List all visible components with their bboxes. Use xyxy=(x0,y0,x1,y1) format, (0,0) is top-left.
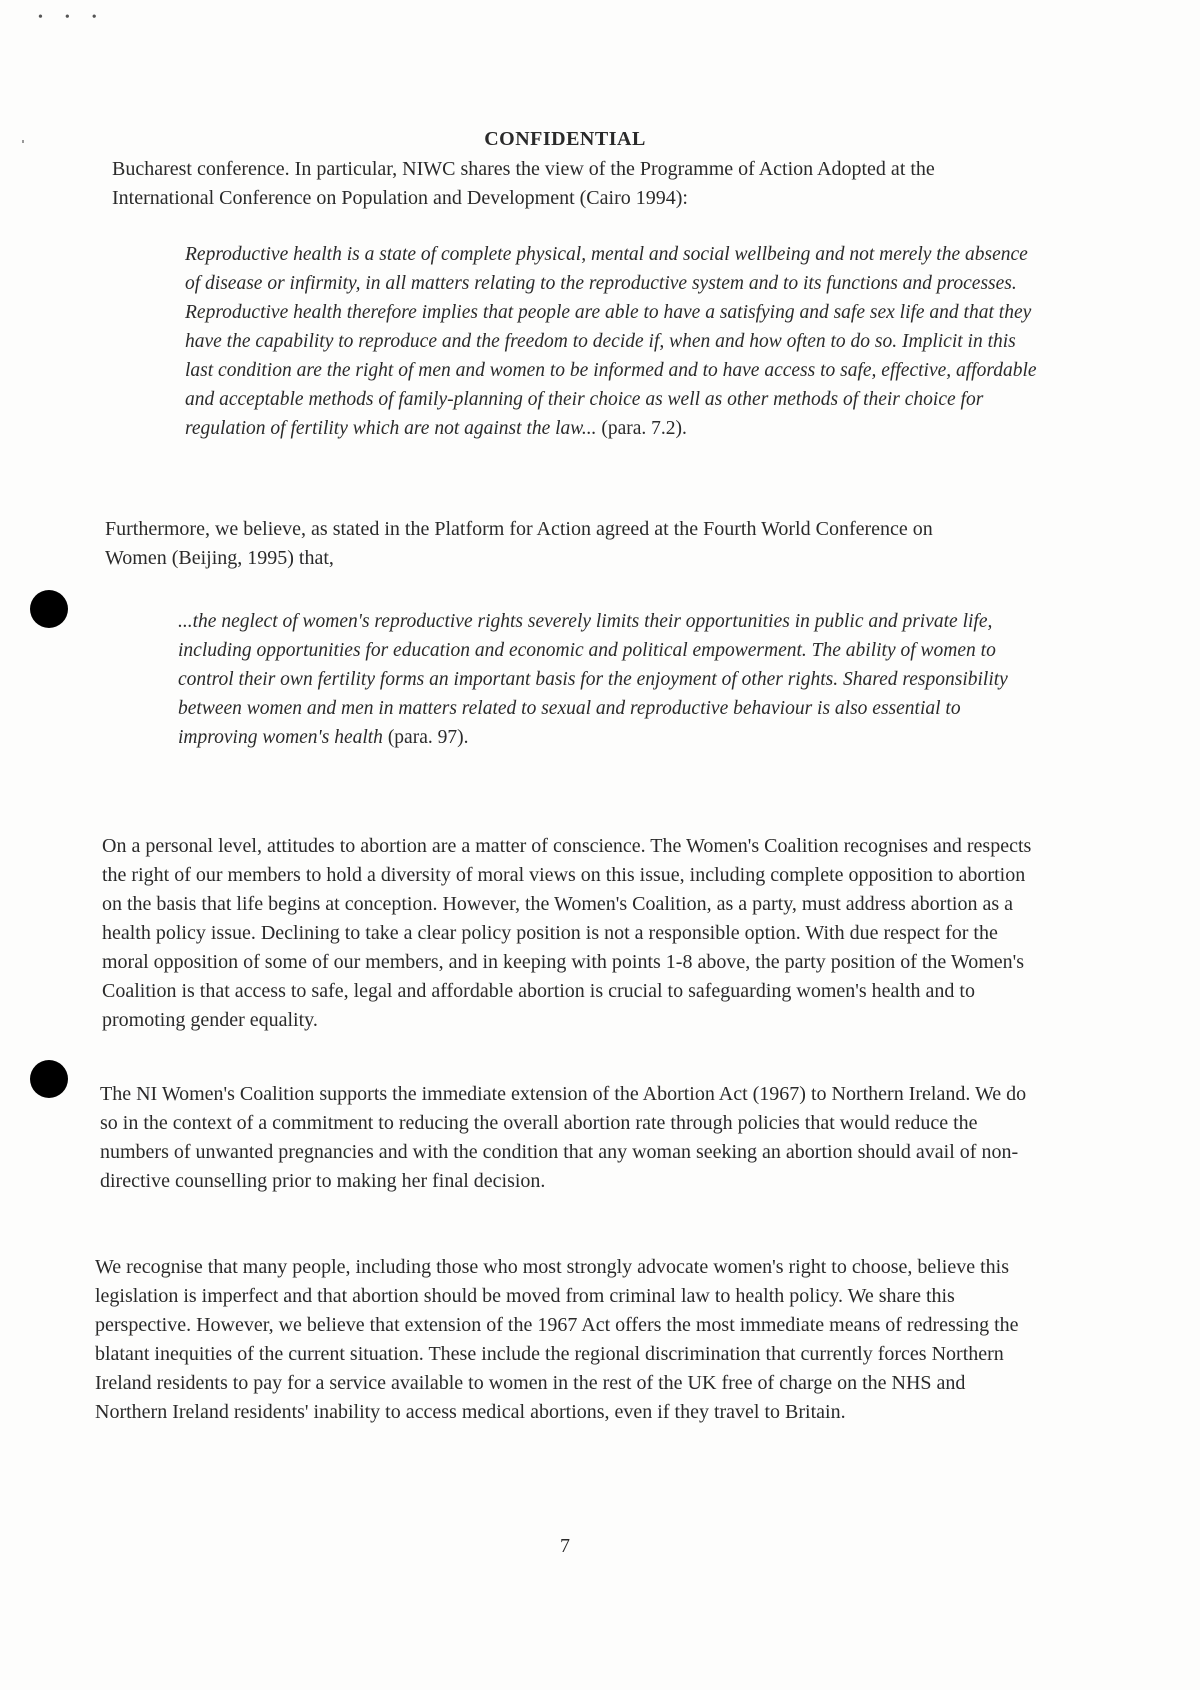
punch-hole-lower xyxy=(30,1060,68,1098)
paragraph-bucharest: Bucharest conference. In particular, NIWC shares the view of the Programme of Action Adopted at the International Conference on Population and Development (Cairo 1994): xyxy=(112,158,935,209)
quote-cairo xyxy=(185,240,1045,443)
punch-hole-upper xyxy=(30,590,68,628)
quote-cairo-text: Reproductive health is a state of complete physical, mental and social wellbeing and not merely the absence of disease or infirmity, in all matters relating to the reproductive system and to its functions and processes. Reproductive health therefore implies that people are able to have a satisfying and safe sex life and that they have the capability to reproduce and the freedom to decide if, when and how often to do so. Implicit in this last condition are the right of men and women to be informed and to have access to safe, effective, affordable and acceptable methods of family-planning of their choice as well as other methods of their choice for regulation of fertility which are not against the law... xyxy=(185,244,1037,439)
scan-specks: ••• xyxy=(38,10,119,25)
quote-beijing xyxy=(178,607,1018,752)
page-number: 7 xyxy=(560,1535,570,1557)
paragraph-personal-level: On a personal level, attitudes to abortion are a matter of conscience. The Women's Coalition recognises and respects the right of our members to hold a diversity of moral views on this issue, including complete opposition to abortion on the basis that life begins at conception. However, the Women's Coalition, as a party, must address abortion as a health policy issue. Declining to take a clear policy position is not a responsible option. With due respect for the moral opposition of some of our members, and in keeping with points 1-8 above, the party position of the Women's Coalition is that access to safe, legal and affordable abortion is crucial to safeguarding women's health and to promoting gender equality. xyxy=(102,835,1032,1031)
quote-beijing-text: ...the neglect of women's reproductive rights severely limits their opportunities in public and private life, including opportunities for education and economic and political empowerment. The ability of women to control their own fertility forms an important basis for the enjoyment of other rights. Shared responsibility between women and men in matters related to sexual and reproductive behaviour is also essential to improving women's health xyxy=(178,611,1008,748)
paragraph-legislation-imperfect: We recognise that many people, including those who most strongly advocate women's right to choose, believe this legislation is imperfect and that abortion should be moved from criminal law to health policy. We share this perspective. However, we believe that extension of the 1967 Act offers the most immediate means of redressing the blatant inequities of the current situation. These include the regional discrimination that currently forces Northern Ireland residents to pay for a service available to women in the rest of the UK free of charge on the NHS and Northern Ireland residents' inability to access medical abortions, even if they travel to Britain. xyxy=(95,1256,1019,1423)
paragraph-abortion-act: The NI Women's Coalition supports the immediate extension of the Abortion Act (1967) to Northern Ireland. We do so in the context of a commitment to reducing the overall abortion rate through policies that would reduce the numbers of unwanted pregnancies and with the condition that any woman seeking an abortion should avail of non-directive counselling prior to making her final decision. xyxy=(100,1083,1027,1192)
quote-cairo-reference: (para. 7.2). xyxy=(601,418,687,439)
paragraph-beijing-intro: Furthermore, we believe, as stated in the Platform for Action agreed at the Fourth World Conference on Women (Beijing, 1995) that, xyxy=(105,518,933,569)
quote-beijing-reference: (para. 97). xyxy=(387,727,469,748)
confidential-heading: CONFIDENTIAL xyxy=(484,128,646,150)
